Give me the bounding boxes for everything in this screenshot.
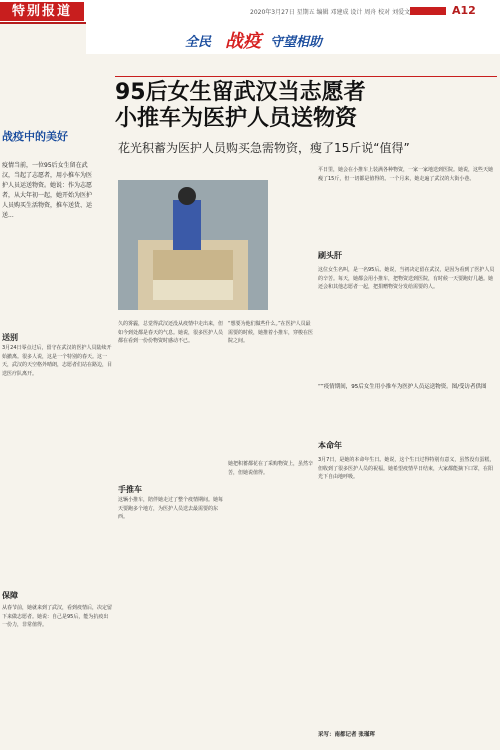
mid2-lower-text: 她把积蓄都花在了采购物资上，虽然辛苦，但她说值得。 [228,461,314,476]
right-mid-text: 这位女生名叫，是一名95后。她说，当初决定留在武汉，是因为看到了医护人员的辛苦。每天，她都会用小推车，把物资送到医院，有时候一天要跑好几趟。她还会和其他志愿者一起，把捐赠物资分发给需要的人。 [318,267,495,290]
banner-right: 守望相助 [270,35,323,50]
side-logo: 战疫中的美好 [2,130,68,143]
right-top-text: 平日里，她会在小推车上装满各种物资，一家一家地送到医院。她说，这些天她瘦了15斤，但一切都是值得的。一个月来，她走遍了武汉的大街小巷。 [318,167,494,182]
section-heading-song: 送别 [2,333,18,342]
caption [318,383,498,391]
section-heading-right1: 刷头肝 [318,251,342,260]
section-heading-right2: 本命年 [318,441,342,450]
headline: 95后女生留武汉当志愿者 小推车为医护人员送物资 [115,80,366,131]
divider [115,76,497,77]
mid-column2-text: “想要为他们做些什么。”在医护人员最需要的时候，她推着小推车，穿梭在医院之间。 [228,321,314,344]
photo [118,180,268,310]
right-bot-text: 3月7日，是她的本命年生日。她说，这个生日过得特别有意义，虽然没有蛋糕，但收到了很多医护人员的祝福。她希望疫情早日结束，大家都能摘下口罩，在阳光下自由地呼吸。 [318,457,495,480]
section-heading-guarantee: 保障 [2,591,18,600]
author-credit: 采写：南都记者 张瑾珲 [318,732,375,738]
caption-text: “”疫情期间，95后女生用小推车为医护人员运送物资。图/受访者供图 [318,384,487,390]
banner-left: 全民 [185,35,212,50]
photo-illustration [118,180,268,310]
mid-lower-text: 这辆小推车，陪伴她走过了整个疫情期间。她每天要跑多个地方，为医护人员送去最需要的东西。 [118,497,224,520]
edit-tag [410,7,446,15]
section-tab: 特别报道 [0,2,84,21]
mid-column-text: 久的雾霾，总觉得武汉还没从疫情中走出来，但如今到处都是春天的气息。她说，很多医护人员都在看到一份份物资时感动不已。 [118,321,224,344]
date-line: 2020年3月27日 星期五 编辑 邓建成 设计 周舟 校对 刘爱文 [250,9,411,16]
subhead: 花光积蓄为医护人员购买急需物资，瘦了15斤说“值得” [118,141,410,155]
lead-text: 疫情当前，一位95后女生留在武汉，当起了志愿者，用小推车为医护人员运送物资。她说：作为志愿者，从大年初一起，她开始为医护人员购买生活物资，推车送货、运送... [2,162,93,219]
left-column-text: 3月24日零点过后，留守在武汉的医护人员陆续开始撤离。很多人说，这是一个特别的春天。这一天，武汉的天空格外晴朗，志愿者们站在路边，目送医疗队离开。 [2,345,113,377]
section-heading-cart: 手推车 [118,485,142,494]
guarantee-text: 从春节前，她就来到了武汉，看到疫情后，决定留下来做志愿者。她说：自己是95后，能为抗疫出一份力，非常值得。 [2,605,113,628]
banner-mid: 战疫 [225,31,261,52]
page-number: A12 [452,4,476,17]
